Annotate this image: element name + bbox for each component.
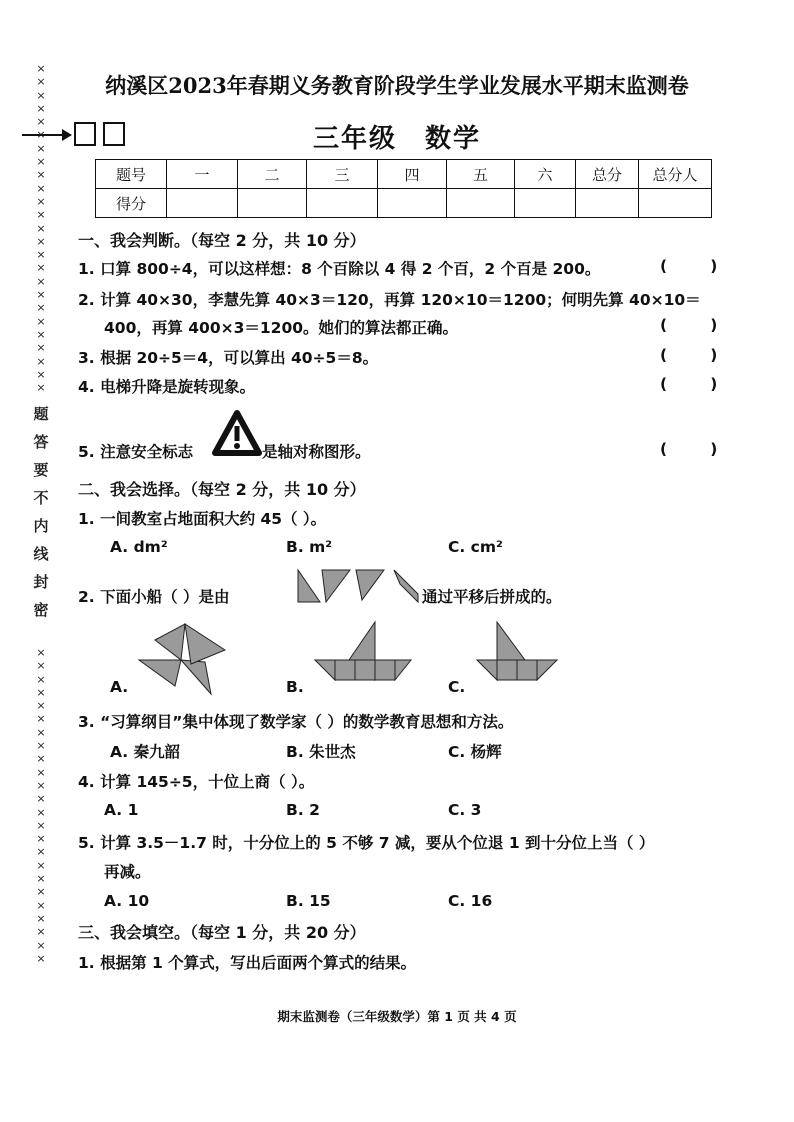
answer-paren[interactable]: ( ): [660, 440, 718, 458]
seal-char: 内: [33, 517, 49, 535]
score-table-header-row: [96, 160, 712, 189]
section2-heading: 二、我会选择。（每空 2 分，共 10 分）: [78, 480, 366, 499]
seal-char: 密: [33, 601, 49, 619]
seal-char: 题: [33, 405, 49, 423]
judge-question-3: 3. 根据 20÷5＝4，可以算出 40÷5＝8。: [78, 349, 379, 367]
exam-title: 纳溪区2023年春期义务教育阶段学生学业发展水平期末监测卷: [105, 73, 689, 98]
binding-cross-marks-bottom: × × × × × × × × × × × × × × × × × × × × × × × ×: [36, 646, 46, 965]
choice-option[interactable]: A. 10: [104, 892, 150, 910]
answer-paren[interactable]: ( ): [660, 257, 718, 275]
boat-figure-a: [135, 620, 235, 700]
choice-option[interactable]: C. cm²: [448, 538, 503, 556]
score-cell: 总分: [576, 160, 639, 189]
warning-sign-icon: [212, 410, 262, 456]
score-table: [95, 159, 712, 218]
page-footer: 期末监测卷（三年级数学）第 1 页 共 4 页: [277, 1009, 517, 1024]
score-row-label: 得分: [96, 189, 167, 218]
score-cell: 六: [515, 160, 576, 189]
judge-question-4: 4. 电梯升降是旋转现象。: [78, 378, 256, 396]
score-entry-cell[interactable]: [378, 189, 447, 218]
score-cell: 二: [238, 160, 307, 189]
boat-figure-b: [315, 620, 415, 700]
exam-subtitle: 三年级 数学: [312, 124, 481, 154]
boat-figure-c: [475, 620, 575, 700]
score-entry-cell[interactable]: [307, 189, 378, 218]
choice-question-4: 4. 计算 145÷5，十位上商（ ）。: [78, 773, 315, 791]
choice-option[interactable]: B. m²: [286, 538, 333, 556]
choice-question-5: 5. 计算 3.5－1.7 时，十分位上的 5 不够 7 减，要从个位退 1 到十分位上当（ ）: [78, 834, 655, 852]
score-entry-cell[interactable]: [639, 189, 712, 218]
choice-option[interactable]: C. 16: [448, 892, 493, 910]
judge-question-2-cont: 400，再算 400×3＝1200。她们的算法都正确。: [104, 319, 459, 337]
triangle-pieces-figure: [296, 566, 426, 606]
score-cell: 四: [378, 160, 447, 189]
choice-option[interactable]: A. dm²: [110, 538, 168, 556]
choice-option[interactable]: B. 15: [286, 892, 331, 910]
choice-question-2: 2. 下面小船（ ）是由: [78, 588, 230, 606]
seal-char: 要: [33, 461, 49, 479]
answer-paren[interactable]: ( ): [660, 346, 718, 364]
score-cell: 一: [167, 160, 238, 189]
judge-question-1: 1. 口算 800÷4，可以这样想：8 个百除以 4 得 2 个百，2 个百是 200。: [78, 260, 601, 278]
choice-option[interactable]: A. 1: [104, 801, 139, 819]
choice-question-5-cont: 再减。: [104, 863, 151, 881]
choice-option[interactable]: C. 杨辉: [448, 743, 502, 761]
score-cell: 题号: [96, 160, 167, 189]
judge-question-5-cont: 是轴对称图形。: [262, 443, 371, 461]
section3-heading: 三、我会填空。（每空 1 分，共 20 分）: [78, 923, 366, 942]
choice-option[interactable]: A.: [110, 678, 129, 696]
score-entry-cell[interactable]: [238, 189, 307, 218]
choice-question-3: 3. “习算纲目”集中体现了数学家（ ）的数学教育思想和方法。: [78, 713, 514, 731]
answer-paren[interactable]: ( ): [660, 316, 718, 334]
judge-question-2: 2. 计算 40×30，李慧先算 40×3＝120，再算 120×10＝1200；何明先算 40×10＝: [78, 291, 701, 309]
choice-option[interactable]: B. 朱世杰: [286, 743, 356, 761]
score-table-score-row: [96, 189, 712, 218]
seal-line-notice: [32, 400, 50, 624]
choice-option[interactable]: A. 秦九韶: [110, 743, 181, 761]
score-entry-cell[interactable]: [167, 189, 238, 218]
score-entry-cell[interactable]: [447, 189, 515, 218]
choice-question-1: 1. 一间教室占地面积大约 45（ ）。: [78, 510, 327, 528]
score-cell: 总分人: [639, 160, 712, 189]
seal-char: 答: [33, 433, 49, 451]
choice-question-2-cont: 通过平移后拼成的。: [422, 588, 562, 606]
score-cell: 五: [447, 160, 515, 189]
score-cell: 三: [307, 160, 378, 189]
fill-question-1: 1. 根据第 1 个算式，写出后面两个算式的结果。: [78, 954, 417, 972]
choice-option[interactable]: C. 3: [448, 801, 482, 819]
seal-char: 不: [33, 489, 49, 507]
choice-option[interactable]: B.: [286, 678, 304, 696]
judge-question-5: 5. 注意安全标志: [78, 443, 194, 461]
seal-char: 线: [33, 545, 49, 563]
score-entry-cell[interactable]: [576, 189, 639, 218]
seal-char: 封: [33, 573, 49, 591]
choice-option[interactable]: C.: [448, 678, 466, 696]
score-entry-cell[interactable]: [515, 189, 576, 218]
choice-option[interactable]: B. 2: [286, 801, 320, 819]
section1-heading: 一、我会判断。（每空 2 分，共 10 分）: [78, 231, 366, 250]
answer-paren[interactable]: ( ): [660, 375, 718, 393]
binding-cross-marks-top: × × × × × × × × × × × × × × × × × × × × × × × ×: [36, 62, 46, 395]
